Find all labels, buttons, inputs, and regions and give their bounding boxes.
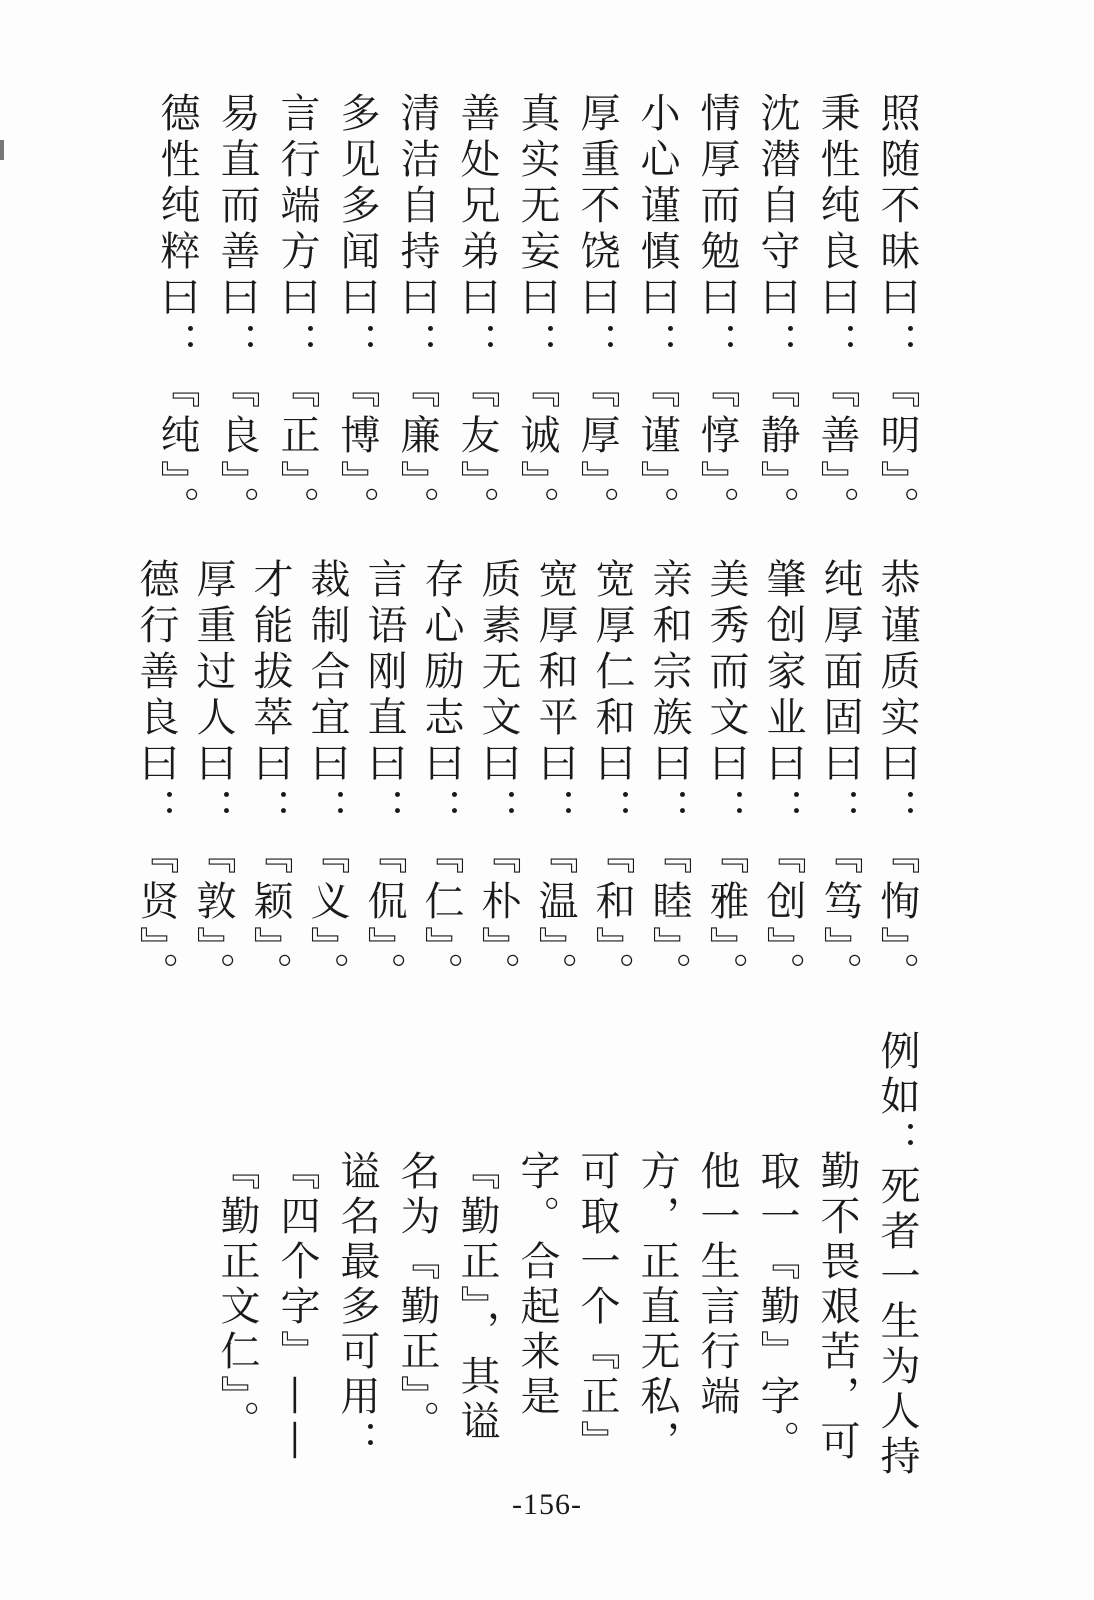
text-column: 名为『勤正』。 xyxy=(394,1150,440,1445)
text-column: 德性纯粹曰：『纯』。 xyxy=(154,92,200,532)
text-column: 勤不畏艰苦，可 xyxy=(814,1150,860,1465)
text-column: 宽厚和平曰：『温』。 xyxy=(532,558,578,998)
text-column: 才能拔萃曰：『颖』。 xyxy=(247,558,293,998)
text-column: 例如：死者一生为人持 xyxy=(874,1030,920,1480)
text-column: 『四个字』—— xyxy=(274,1150,320,1465)
text-column: 存心励志曰：『仁』。 xyxy=(418,558,464,998)
text-column: 厚重过人曰：『敦』。 xyxy=(190,558,236,998)
text-column: 宽厚仁和曰：『和』。 xyxy=(589,558,635,998)
text-column: 言行端方曰：『正』。 xyxy=(274,92,320,532)
text-column: 小心谨慎曰：『谨』。 xyxy=(634,92,680,532)
text-column: 取一『勤』字。 xyxy=(754,1150,800,1465)
text-column: 恭谨质实曰：『恂』。 xyxy=(874,558,920,998)
text-column: 秉性纯良曰：『善』。 xyxy=(814,92,860,532)
text-column: 易直而善曰：『良』。 xyxy=(214,92,260,532)
text-column: 『勤正文仁』。 xyxy=(214,1150,260,1445)
text-column: 情厚而勉曰：『惇』。 xyxy=(694,92,740,532)
text-column: 可取一个『正』 xyxy=(574,1150,620,1465)
text-column: 亲和宗族曰：『睦』。 xyxy=(646,558,692,998)
text-column: 纯厚面固曰：『笃』。 xyxy=(817,558,863,998)
text-column: 厚重不饶曰：『厚』。 xyxy=(574,92,620,532)
text-column: 谥名最多可用： xyxy=(334,1150,380,1465)
text-column: 善处兄弟曰：『友』。 xyxy=(454,92,500,532)
text-column: 肇创家业曰：『创』。 xyxy=(760,558,806,998)
text-column: 照随不昧曰：『明』。 xyxy=(874,92,920,532)
scan-edge-mark xyxy=(0,140,4,160)
text-column: 言语刚直曰：『侃』。 xyxy=(361,558,407,998)
text-column: 清洁自持曰：『廉』。 xyxy=(394,92,440,532)
text-column: 他一生言行端 xyxy=(694,1150,740,1420)
text-column: 德行善良曰：『贤』。 xyxy=(133,558,179,998)
text-column: 真实无妄曰：『诚』。 xyxy=(514,92,560,532)
text-column: 沈潜自守曰：『静』。 xyxy=(754,92,800,532)
text-column: 质素无文曰：『朴』。 xyxy=(475,558,521,998)
text-column: 『勤正』，其谥 xyxy=(454,1150,500,1445)
text-column: 美秀而文曰：『雅』。 xyxy=(703,558,749,998)
page-number: -156- xyxy=(512,1488,582,1521)
text-column: 多见多闻曰：『博』。 xyxy=(334,92,380,532)
text-column: 裁制合宜曰：『义』。 xyxy=(304,558,350,998)
text-column: 字。合起来是 xyxy=(514,1150,560,1420)
text-column: 方，正直无私， xyxy=(634,1150,680,1465)
